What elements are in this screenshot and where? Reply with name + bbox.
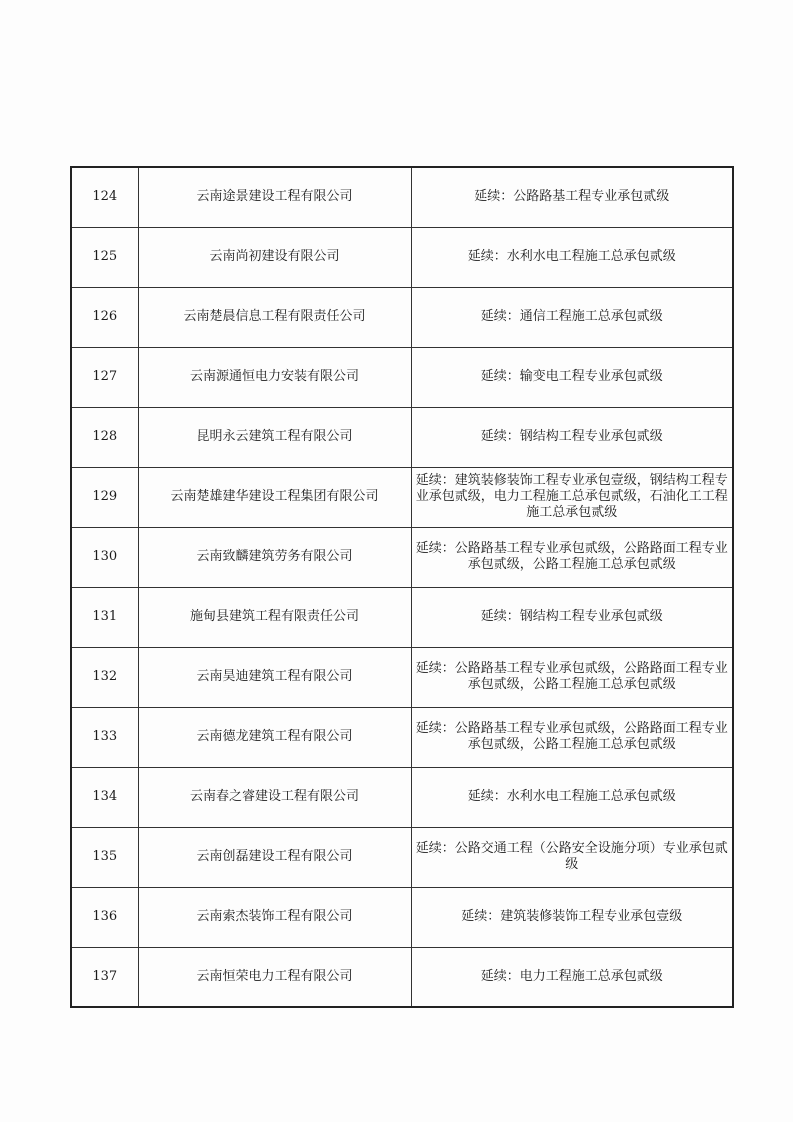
- row-number: 128: [71, 407, 138, 467]
- table-row: [71, 947, 733, 1007]
- company-name: 云南源通恒电力安装有限公司: [138, 347, 411, 407]
- qualification-text: 延续：公路路基工程专业承包贰级，公路路面工程专业承包贰级，公路工程施工总承包贰级: [411, 527, 733, 587]
- row-number: 133: [71, 707, 138, 767]
- row-number: 134: [71, 767, 138, 827]
- company-name: 云南创磊建设工程有限公司: [138, 827, 411, 887]
- table-row: [71, 887, 733, 947]
- company-name: 云南尚初建设有限公司: [138, 227, 411, 287]
- qualification-text: 延续：水利水电工程施工总承包贰级: [411, 227, 733, 287]
- qualification-text: 延续：钢结构工程专业承包贰级: [411, 587, 733, 647]
- company-name: 云南楚雄建华建设工程集团有限公司: [138, 467, 411, 527]
- row-number: 130: [71, 527, 138, 587]
- qualification-text: 延续：公路路基工程专业承包贰级: [411, 167, 733, 227]
- row-number: 137: [71, 947, 138, 1007]
- company-name: 云南德龙建筑工程有限公司: [138, 707, 411, 767]
- qualification-text: 延续：建筑装修装饰工程专业承包壹级: [411, 887, 733, 947]
- company-name: 云南春之睿建设工程有限公司: [138, 767, 411, 827]
- table-row: [71, 167, 733, 227]
- qualification-text: 延续：建筑装修装饰工程专业承包壹级，钢结构工程专业承包贰级，电力工程施工总承包贰级，石油化工工程施工总承包贰级: [411, 467, 733, 527]
- row-number: 125: [71, 227, 138, 287]
- row-number: 136: [71, 887, 138, 947]
- table-row: [71, 287, 733, 347]
- qualification-text: 延续：公路路基工程专业承包贰级，公路路面工程专业承包贰级，公路工程施工总承包贰级: [411, 707, 733, 767]
- company-name: 施甸县建筑工程有限责任公司: [138, 587, 411, 647]
- row-number: 129: [71, 467, 138, 527]
- table-row: [71, 227, 733, 287]
- table-row: [71, 647, 733, 707]
- company-name: 昆明永云建筑工程有限公司: [138, 407, 411, 467]
- company-name: 云南昊迪建筑工程有限公司: [138, 647, 411, 707]
- qualification-table: [70, 166, 734, 1008]
- company-name: 云南恒荣电力工程有限公司: [138, 947, 411, 1007]
- table-row: [71, 767, 733, 827]
- qualification-text: 延续：通信工程施工总承包贰级: [411, 287, 733, 347]
- qualification-text: 延续：输变电工程专业承包贰级: [411, 347, 733, 407]
- row-number: 132: [71, 647, 138, 707]
- row-number: 127: [71, 347, 138, 407]
- qualification-text: 延续：钢结构工程专业承包贰级: [411, 407, 733, 467]
- table-row: [71, 467, 733, 527]
- qualification-text: 延续：公路交通工程（公路安全设施分项）专业承包贰级: [411, 827, 733, 887]
- table-row: [71, 527, 733, 587]
- row-number: 135: [71, 827, 138, 887]
- qualification-text: 延续：公路路基工程专业承包贰级，公路路面工程专业承包贰级，公路工程施工总承包贰级: [411, 647, 733, 707]
- row-number: 126: [71, 287, 138, 347]
- company-name: 云南索杰装饰工程有限公司: [138, 887, 411, 947]
- table-row: [71, 347, 733, 407]
- table-row: [71, 407, 733, 467]
- table-row: [71, 587, 733, 647]
- qualification-text: 延续：水利水电工程施工总承包贰级: [411, 767, 733, 827]
- qualification-text: 延续：电力工程施工总承包贰级: [411, 947, 733, 1007]
- table-row: [71, 827, 733, 887]
- company-name: 云南途景建设工程有限公司: [138, 167, 411, 227]
- company-name: 云南致麟建筑劳务有限公司: [138, 527, 411, 587]
- table-row: [71, 707, 733, 767]
- table-body: [71, 167, 733, 1007]
- company-name: 云南楚晨信息工程有限责任公司: [138, 287, 411, 347]
- row-number: 124: [71, 167, 138, 227]
- row-number: 131: [71, 587, 138, 647]
